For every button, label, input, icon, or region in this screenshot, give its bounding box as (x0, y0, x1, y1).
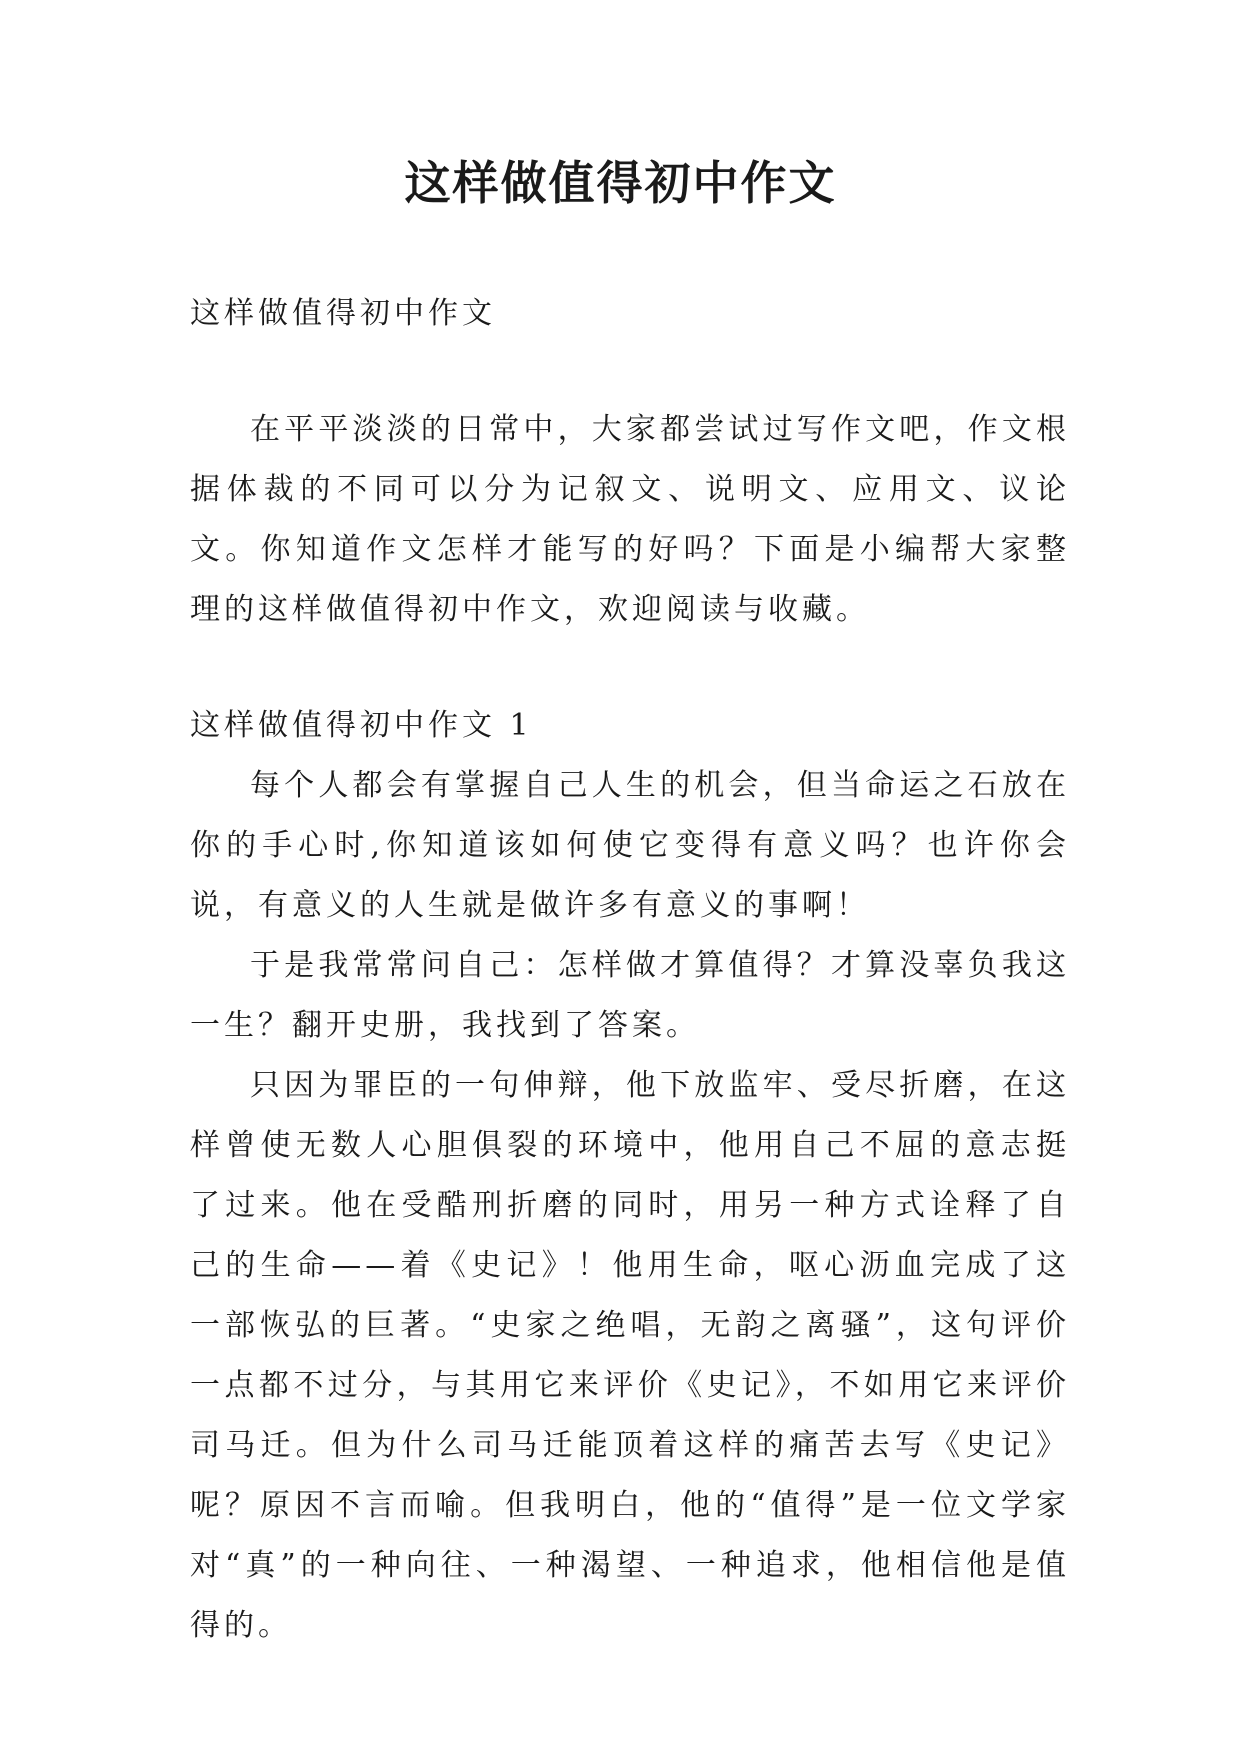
document-title: 这样做值得初中作文 (404, 156, 837, 210)
intro-paragraph: 在平平淡淡的日常中，大家都尝试过写作文吧，作文根据体裁的不同可以分为记叙文、说明文、应用文、议论文。你知道作文怎样才能写的好吗？下面是小编帮大家整理的这样做值得初中作文，欢迎阅读与收藏。 (190, 412, 1070, 627)
document-subtitle: 这样做值得初中作文 (190, 296, 496, 331)
article-body (190, 756, 1070, 1656)
article-paragraph-3: 只因为罪臣的一句伸辩，他下放监牢、受尽折磨，在这样曾使无数人心胆俱裂的环境中，他用自己不屈的意志挺了过来。他在受酷刑折磨的同时，用另一种方式诠释了自己的生命——着《史记》！他用生命，呕心沥血完成了这一部恢弘的巨著。“史家之绝唱，无韵之离骚”，这句评价一点都不过分，与其用它来评价《史记》，不如用它来评价司马迁。但为什么司马迁能顶着这样的痛苦去写《史记》呢？原因不言而喻。但我明白，他的“值得”是一位文学家对“真”的一种向往、一种渴望、一种追求，他相信他是值得的。 (190, 1068, 1070, 1643)
article-paragraph-2: 于是我常常问自己：怎样做才算值得？才算没辜负我这一生？翻开史册，我找到了答案。 (190, 948, 1070, 1043)
article-paragraph-1: 每个人都会有掌握自己人生的机会，但当命运之石放在你的手心时,你知道该如何使它变得有意义吗？也许你会说，有意义的人生就是做许多有意义的事啊！ (190, 768, 1070, 923)
section-heading: 这样做值得初中作文 1 (190, 708, 533, 743)
intro-section (190, 400, 1070, 640)
